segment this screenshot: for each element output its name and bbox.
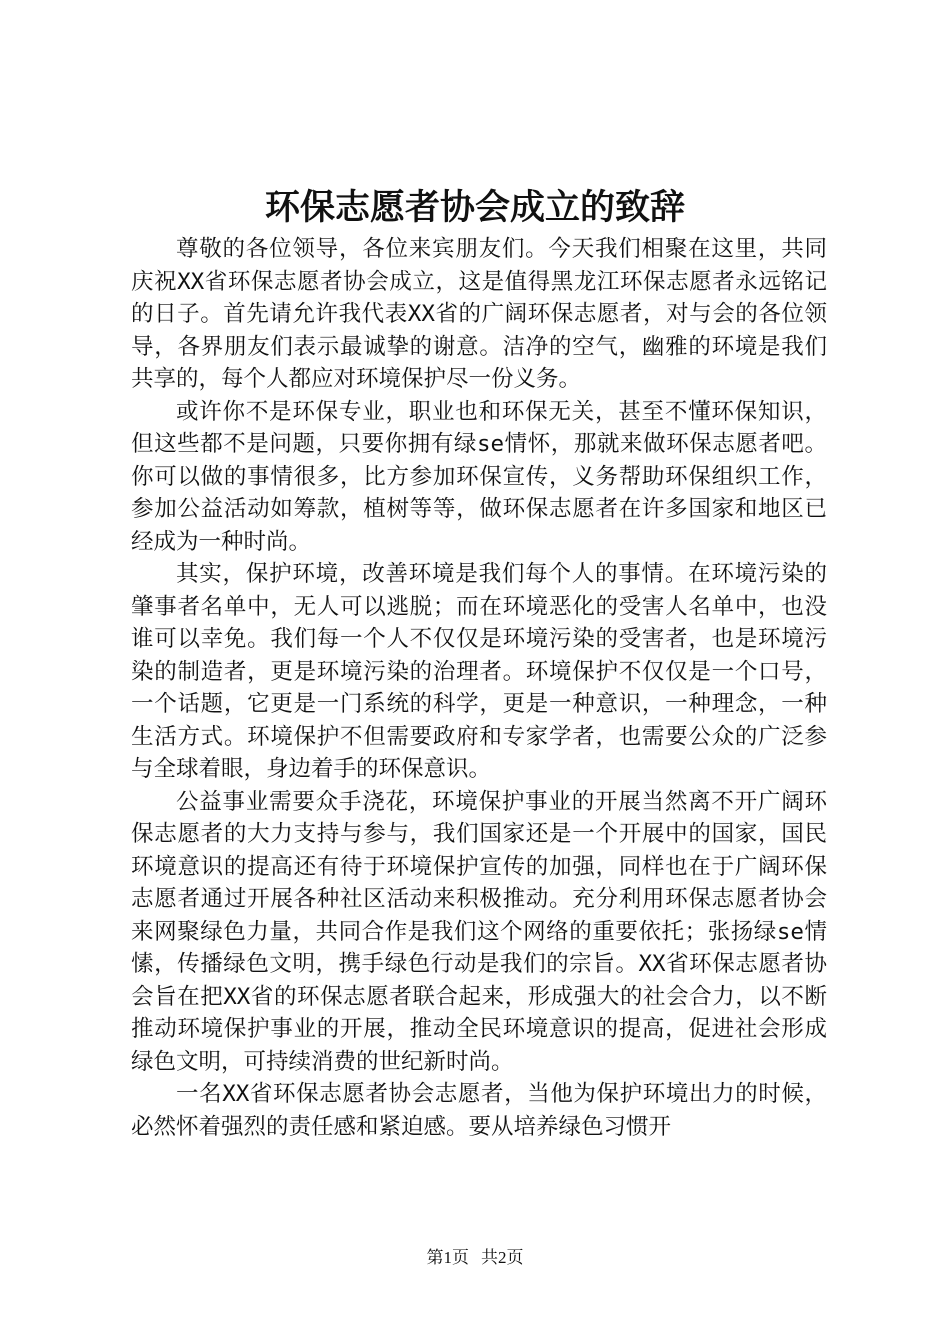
page-number: 第1页: [426, 1248, 469, 1267]
paragraph: 公益事业需要众手浇花，环境保护事业的开展当然离不开广阔环保志愿者的大力支持与参与，我们国家还是一个开展中的国家，国民环境意识的提高还有待于环境保护宣传的加强，同样也在于广阔环保志愿者通过开展各种社区活动来积极推动。充分利用环保志愿者协会来网聚绿色力量，共同合作是我们这个网络的重要依托；张扬绿se情愫，传播绿色文明，携手绿色行动是我们的宗旨。XX省环保志愿者协会旨在把XX省的环保志愿者联合起来，形成强大的社会合力，以不断推动环境保护事业的开展，推动全民环境意识的提高，促进社会形成绿色文明，可持续消费的世纪新时尚。: [131, 788, 827, 1075]
paragraph: 一名XX省环保志愿者协会志愿者，当他为保护环境出力的时候，必然怀着强烈的责任感和紧迫感。要从培养绿色习惯开: [131, 1081, 827, 1140]
document-title: 环保志愿者协会成立的致辞: [264, 187, 685, 228]
page-footer: [0, 1246, 950, 1270]
paragraph: 其实，保护环境，改善环境是我们每个人的事情。在环境污染的肇事者名单中，无人可以逃脱；而在环境恶化的受害人名单中，也没谁可以幸免。我们每一个人不仅仅是环境污染的受害者，也是环境污染的制造者，更是环境污染的治理者。环境保护不仅仅是一个口号，一个话题，它更是一门系统的科学，更是一种意识，一种理念，一种生活方式。环境保护不但需要政府和专家学者，也需要公众的广泛参与全球着眼，身边着手的环保意识。: [131, 561, 827, 782]
document-body: [131, 233, 827, 1143]
paragraph: 或许你不是环保专业，职业也和环保无关，甚至不懂环保知识，但这些都不是问题，只要你拥有绿se情怀，那就来做环保志愿者吧。你可以做的事情很多，比方参加环保宣传，义务帮助环保组织工作，参加公益活动如筹款，植树等等，做环保志愿者在许多国家和地区已经成为一种时尚。: [131, 398, 827, 555]
paragraph: 尊敬的各位领导，各位来宾朋友们。今天我们相聚在这里，共同庆祝XX省环保志愿者协会成立，这是值得黑龙江环保志愿者永远铭记的日子。首先请允许我代表XX省的广阔环保志愿者，对与会的各位领导，各界朋友们表示最诚挚的谢意。洁净的空气，幽雅的环境是我们共享的，每个人都应对环境保护尽一份义务。: [131, 236, 827, 392]
page-total: 共2页: [481, 1248, 524, 1267]
